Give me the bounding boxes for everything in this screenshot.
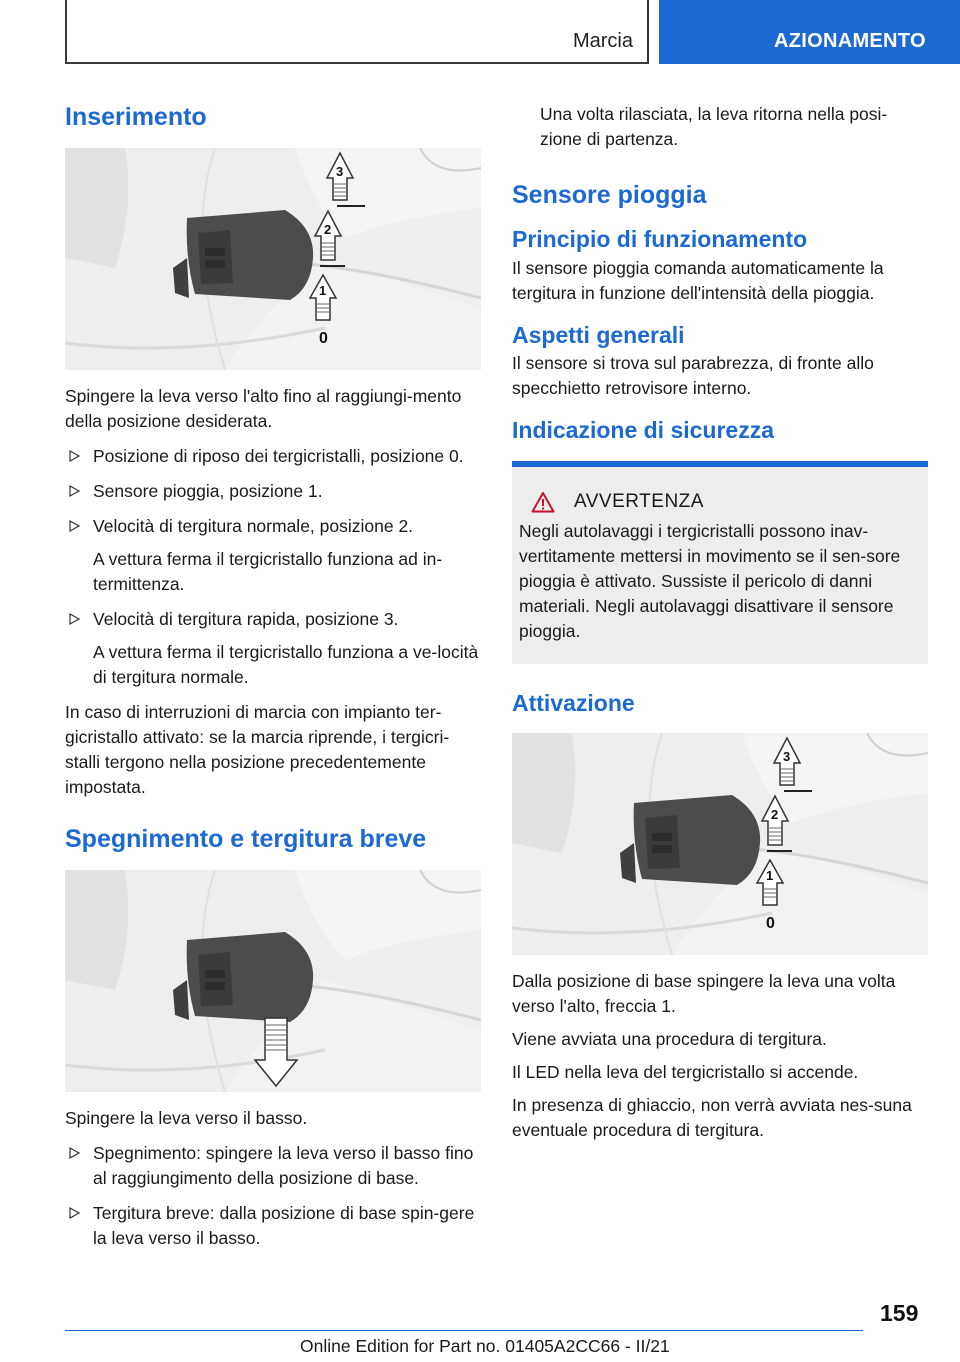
bullet-text: Sensore pioggia, posizione 1. xyxy=(93,481,323,501)
warning-box xyxy=(512,461,928,664)
right-column xyxy=(512,102,928,1143)
heading-aspetti: Aspetti generali xyxy=(512,321,685,348)
figure-lever-down xyxy=(65,870,481,1092)
bullet-text: Velocità di tergitura rapida, posizione 3. xyxy=(93,609,399,629)
fig-label-0: 0 xyxy=(766,915,775,933)
header-section-box xyxy=(65,0,649,64)
warning-title xyxy=(519,491,921,513)
figure-lever-up xyxy=(65,148,481,370)
para-attivazione-4: In presenza di ghiaccio, non verrà avviata nes-suna eventuale procedura di tergitura. xyxy=(512,1095,912,1141)
fig-label-1: 1 xyxy=(319,283,327,298)
bullet-triangle-icon xyxy=(69,520,80,532)
bullet-text: Velocità di tergitura normale, posizione 2. xyxy=(93,516,414,536)
list-item xyxy=(65,1141,481,1191)
heading-inserimento: Inserimento xyxy=(65,103,207,131)
bullet-text: Posizione di riposo dei tergicristalli, posizione 0. xyxy=(93,446,464,466)
list-item xyxy=(65,444,481,469)
left-column xyxy=(65,102,481,1251)
bullet-triangle-icon xyxy=(69,485,80,497)
para-interruzioni: In caso di interruzioni di marcia con impianto ter-gicristallo attivato: se la marcia riprende, i tergicri-stalli tergono nella posizione precedentemente impostata. xyxy=(65,702,450,797)
bullet-triangle-icon xyxy=(69,613,80,625)
para-attivazione-1: Dalla posizione di base spingere la leva una volta verso l'alto, freccia 1. xyxy=(512,971,896,1017)
warning-triangle-icon xyxy=(531,491,555,513)
fig-label-0: 0 xyxy=(319,330,328,347)
bullet-note-pos2: A vettura ferma il tergicristallo funziona ad in-termittenza. xyxy=(93,549,443,594)
heading-spegnimento: Spegnimento e tergitura breve xyxy=(65,825,427,853)
warning-title-text: AVVERTENZA xyxy=(574,490,704,512)
para-aspetti: Il sensore si trova sul parabrezza, di fronte allo specchietto retrovisore interno. xyxy=(512,353,874,399)
warning-text: Negli autolavaggi i tergicristalli possono inav-vertitamente mettersi in movimento se il sen-sore pioggia è attivato. Sussiste il pericolo di danni materiali. Negli autolavaggi disattivare il sensore pioggia. xyxy=(519,520,901,641)
header-section-label: Marcia xyxy=(572,30,633,52)
para-spingere-basso: Spingere la leva verso il basso. xyxy=(65,1108,308,1128)
bullet-text: Spegnimento: spingere la leva verso il basso fino al raggiungimento della posizione di base. xyxy=(93,1143,474,1188)
bullet-note-pos3: A vettura ferma il tergicristallo funziona a ve-locità di tergitura normale. xyxy=(93,642,479,687)
bullet-triangle-icon xyxy=(69,1147,80,1159)
list-item xyxy=(65,514,481,539)
fig-label-2: 2 xyxy=(771,807,779,823)
fig-label-1: 1 xyxy=(766,868,774,884)
list-item xyxy=(65,1201,481,1251)
para-spingere-alto: Spingere la leva verso l'alto fino al raggiungi-mento della posizione desiderata. xyxy=(65,386,462,431)
footer-divider xyxy=(65,1330,863,1331)
heading-sensore-pioggia: Sensore pioggia xyxy=(512,181,707,209)
heading-attivazione: Attivazione xyxy=(512,689,635,716)
para-attivazione-3: Il LED nella leva del tergicristallo si accende. xyxy=(512,1062,859,1083)
header-chapter-label: AZIONAMENTO xyxy=(774,30,926,52)
page-number: 159 xyxy=(880,1300,919,1326)
fig-label-3: 3 xyxy=(336,164,344,179)
heading-principio: Principio di funzionamento xyxy=(512,226,808,252)
list-item xyxy=(65,479,481,504)
bullet-triangle-icon xyxy=(69,450,80,462)
bullet-triangle-icon xyxy=(69,1207,80,1219)
para-principio: Il sensore pioggia comanda automaticamente la tergitura in funzione dell'intensità della pioggia. xyxy=(512,257,884,303)
bullet-text: Tergitura breve: dalla posizione di base spin-gere la leva verso il basso. xyxy=(93,1203,475,1248)
para-rilasciata: Una volta rilasciata, la leva ritorna nella posi-zione di partenza. xyxy=(540,104,888,149)
figure-lever-activation xyxy=(512,733,928,955)
footer-edition: Online Edition for Part no. 01405A2CC66 - II/21 xyxy=(300,1336,670,1356)
para-attivazione-2: Viene avviata una procedura di tergitura. xyxy=(512,1029,827,1050)
list-item xyxy=(65,607,481,632)
heading-sicurezza: Indicazione di sicurezza xyxy=(512,417,775,444)
fig-label-2: 2 xyxy=(324,222,332,237)
fig-label-3: 3 xyxy=(783,749,791,765)
